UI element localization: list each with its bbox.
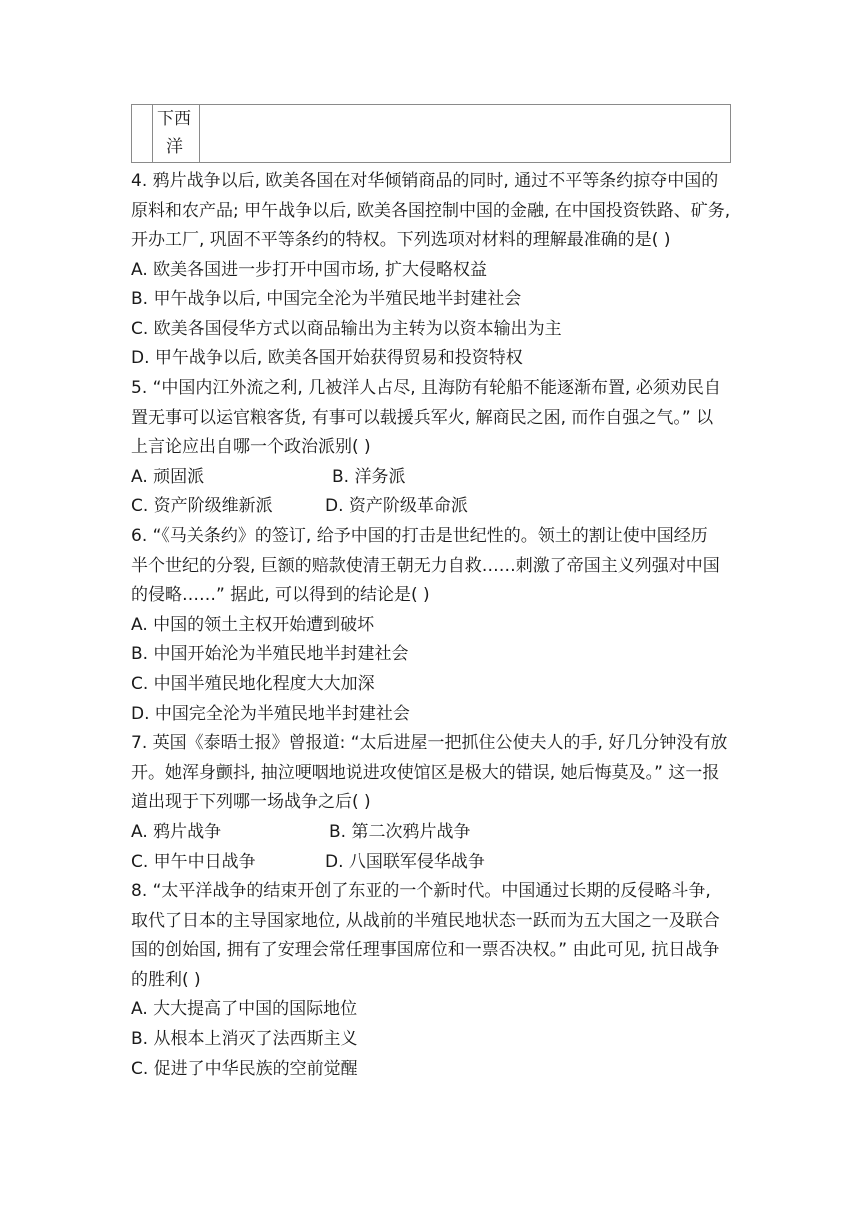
q7-option-d: D. 八国联军侵华战争	[325, 852, 485, 872]
q7-stem-line-3: 道出现于下列哪一场战争之后( )	[131, 792, 371, 812]
q7-option-a: A. 鸦片战争	[131, 822, 222, 842]
q5-stem-line-3: 上言论应出自哪一个政治派别( )	[131, 437, 371, 457]
q8-stem-line-1: 8. “太平洋战争的结束开创了东亚的一个新时代。中国通过长期的反侵略斗争,	[131, 881, 711, 901]
q6-option-d: D. 中国完全沦为半殖民地半封建社会	[131, 704, 410, 724]
q6-option-c: C. 中国半殖民地化程度大大加深	[131, 674, 375, 694]
q4-stem-line-1: 4. 鸦片战争以后, 欧美各国在对华倾销商品的同时, 通过不平等条约掠夺中国的	[131, 171, 719, 191]
q4-option-b: B. 甲午战争以后, 中国完全沦为半殖民地半封建社会	[131, 289, 522, 309]
q7-option-c: C. 甲午中日战争	[131, 852, 256, 872]
q6-stem-line-2: 半个世纪的分裂, 巨额的赔款使清王朝无力自救……刺激了帝国主义列强对中国	[131, 556, 720, 576]
q8-stem-line-3: 国的创始国, 拥有了安理会常任理事国席位和一票否决权。” 由此可见, 抗日战争	[131, 940, 720, 960]
table-cell-content	[200, 105, 730, 162]
q5-option-a: A. 顽固派	[131, 467, 205, 487]
q4-option-c: C. 欧美各国侵华方式以商品输出为主转为以资本输出为主	[131, 319, 562, 339]
q8-stem-line-2: 取代了日本的主导国家地位, 从战前的半殖民地状态一跃而为五大国之一及联合	[131, 911, 720, 931]
q4-stem-line-2: 原料和农产品; 甲午战争以后, 欧美各国控制中国的金融, 在中国投资铁路、矿务,	[131, 201, 731, 221]
q5-option-d: D. 资产阶级革命派	[325, 496, 468, 516]
q6-option-b: B. 中国开始沦为半殖民地半封建社会	[131, 644, 409, 664]
q6-stem-line-3: 的侵略……” 据此, 可以得到的结论是( )	[131, 585, 430, 605]
q6-option-a: A. 中国的领土主权开始遭到破坏	[131, 615, 375, 635]
table-cell-text-line2: 洋	[166, 137, 183, 157]
q6-stem-line-1: 6. “《马关条约》的签订, 给予中国的打击是世纪性的。领土的割让使中国经历	[131, 526, 708, 546]
table-cell-text-line1: 下西	[157, 109, 191, 129]
q5-stem-line-2: 置无事可以运官粮客货, 有事可以载援兵军火, 解商民之困, 而作自强之气。” 以	[131, 408, 714, 428]
q8-option-b: B. 从根本上消灭了法西斯主义	[131, 1029, 358, 1049]
q7-stem-line-1: 7. 英国《泰晤士报》曾报道: “太后进屋一把抓住公使夫人的手, 好几分钟没有放	[131, 733, 728, 753]
q5-stem-line-1: 5. “中国内江外流之利, 几被洋人占尽, 且海防有轮船不能逐渐布置, 必须劝民自	[131, 378, 721, 398]
table-cell-label	[153, 105, 200, 162]
q5-option-b: B. 洋务派	[332, 467, 406, 487]
table-cell-empty	[132, 105, 153, 162]
q8-option-a: A. 大大提高了中国的国际地位	[131, 999, 358, 1019]
q4-option-d: D. 甲午战争以后, 欧美各国开始获得贸易和投资特权	[131, 348, 523, 368]
q4-option-a: A. 欧美各国进一步打开中国市场, 扩大侵略权益	[131, 260, 487, 280]
table-fragment	[131, 104, 731, 163]
q4-stem-line-3: 开办工厂, 巩固不平等条约的特权。下列选项对材料的理解最准确的是( )	[131, 230, 671, 250]
q8-option-c: C. 促进了中华民族的空前觉醒	[131, 1059, 358, 1079]
q7-option-b: B. 第二次鸦片战争	[329, 822, 471, 842]
q5-option-c: C. 资产阶级维新派	[131, 496, 273, 516]
q8-stem-line-4: 的胜利( )	[131, 970, 201, 990]
q7-stem-line-2: 开。她浑身颤抖, 抽泣哽咽地说进攻使馆区是极大的错误, 她后悔莫及。” 这一报	[131, 763, 720, 783]
